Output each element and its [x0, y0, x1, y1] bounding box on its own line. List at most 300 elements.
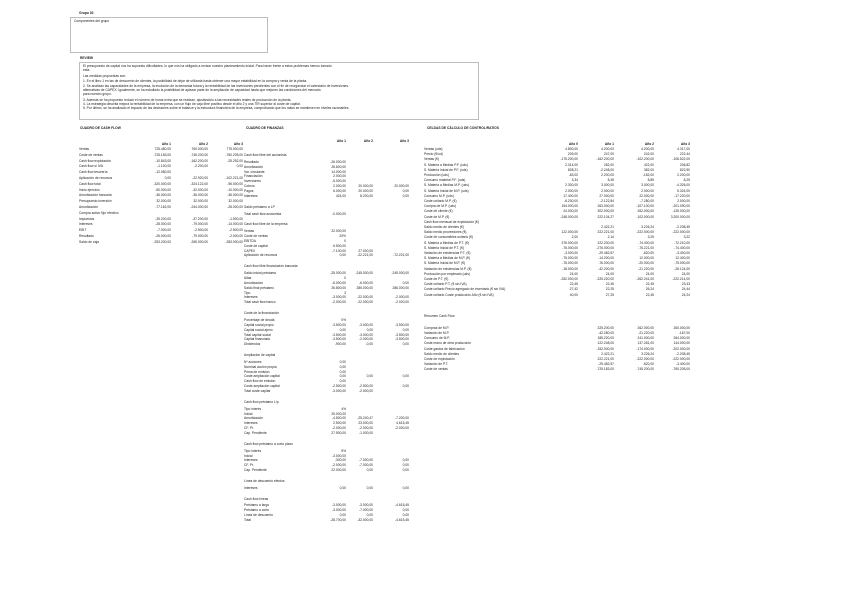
- cell-value: -50.000,00: [155, 187, 171, 192]
- cell-value: -3.500,00: [395, 322, 409, 327]
- cell-value: 2.200,00: [677, 173, 690, 177]
- row-label: Intereses: [244, 295, 258, 300]
- table-row: [244, 412, 422, 416]
- table-row: [424, 267, 700, 271]
- cell-value: 0,00: [366, 327, 373, 332]
- cell-value: 137.281,00: [637, 341, 654, 346]
- cell-value: 0,00: [402, 463, 409, 468]
- cell-value: 20.000,00: [358, 188, 373, 193]
- header-row: [79, 142, 244, 146]
- cell-value: -83,00: [568, 173, 578, 177]
- table-row: [244, 468, 422, 472]
- row-label: S. Materia Inicial de M.P. (€): [424, 261, 466, 266]
- table-row: [244, 407, 422, 411]
- table-row: [244, 454, 422, 458]
- table-row: [244, 370, 422, 374]
- cell-value: -175.200,00: [560, 157, 578, 162]
- review-box: [79, 62, 479, 120]
- table-row: [244, 342, 422, 346]
- cell-value: -222.000,00: [636, 230, 654, 235]
- table-row: [424, 230, 700, 234]
- cell-value: -22.000,00: [357, 295, 373, 300]
- cell-value: 20.000,00: [358, 184, 373, 189]
- table-row: [244, 160, 422, 164]
- cell-value: -36.000,00: [192, 193, 208, 198]
- table-row: [79, 205, 244, 209]
- row-label: Var. circulante: [244, 169, 265, 174]
- row-label: Amortización: [244, 280, 264, 285]
- cell-value: 264.000,00: [673, 336, 690, 341]
- cell-value: 22,45: [605, 282, 614, 287]
- cell-value: -152.000,00: [596, 346, 614, 351]
- row-label: Porcentaje de deuda: [244, 317, 275, 322]
- cell-value: 302.000,00: [597, 209, 614, 214]
- row-label: Coste de ventas: [244, 234, 268, 239]
- review-text: [83, 64, 475, 111]
- cell-value: -2.000,00: [395, 426, 409, 431]
- cell-value: -26.000,00: [227, 205, 243, 209]
- table-row: [244, 281, 422, 285]
- cell-value: 2.000,00: [565, 188, 578, 193]
- row-label: Cash flow de emisión: [244, 379, 276, 384]
- cell-value: -22.920,00: [192, 176, 208, 180]
- review-line: 3. Además se ha propuesto reducir el número de horas extra que se realizan, ajustándolo a las necesidades reales de producción de la planta.: [83, 97, 292, 102]
- row-label: S. Materia Inicial de M.P. (uds): [424, 188, 469, 193]
- table-row: [424, 336, 700, 340]
- table-row: [424, 282, 700, 286]
- review-title: REVIEW: [80, 56, 94, 60]
- section-title: Línea de descuento efectos: [244, 478, 285, 483]
- cell-value: -7.000,00: [359, 463, 373, 468]
- cell-value: -10.000,00: [227, 187, 243, 192]
- cell-value: 24,44: [681, 287, 690, 292]
- cell-value: -22.221,00: [357, 253, 373, 258]
- row-label: Amortización: [244, 416, 264, 421]
- cell-value: -4.326,00: [676, 183, 690, 188]
- cell-value: -76.000,00: [598, 261, 614, 266]
- cell-value: 22.000,00: [331, 229, 346, 234]
- table-row: [424, 277, 700, 281]
- row-label: Saldo medio de clientes (€): [424, 225, 464, 229]
- table-row: [244, 360, 422, 364]
- row-label: Coste mano de obra producción: [424, 341, 471, 346]
- cell-value: 0,00: [402, 384, 409, 389]
- cell-value: -222.000,00: [636, 357, 654, 361]
- cell-value: 2.500,00: [333, 421, 346, 426]
- cell-value: 8,25: [683, 178, 690, 183]
- cell-value: 2.300,00: [565, 183, 578, 188]
- cell-value: Año 2: [363, 139, 373, 143]
- cell-value: -76.000,00: [562, 261, 578, 266]
- cell-value: -29.482,57: [598, 362, 614, 367]
- row-label: Cash flow tesorería: [79, 170, 108, 175]
- cell-value: -2.200,00: [194, 164, 208, 169]
- cell-value: 4.200,00: [641, 147, 654, 151]
- cell-value: 26.800,00: [331, 285, 346, 290]
- cell-value: -3.500,00: [395, 332, 409, 337]
- finance-title: CUADRO DE FINANZAS: [246, 126, 284, 130]
- cell-value: -3.000,00: [564, 251, 578, 255]
- cell-value: 185.220,00: [597, 336, 614, 341]
- cell-value: 0,00: [339, 374, 346, 379]
- cell-value: 0,00: [366, 468, 373, 473]
- section-title: Cash flow préstamo L/p: [244, 399, 279, 404]
- cell-value: -620,00: [642, 251, 654, 255]
- cell-value: 2.422,21: [601, 225, 614, 229]
- cell-value: 32.000,00: [228, 199, 243, 204]
- cell-value: -248.000,00: [560, 214, 578, 219]
- table-row: [244, 328, 422, 332]
- row-label: Capital social ajeno: [244, 327, 273, 332]
- cell-value: -725.183,00: [596, 367, 614, 372]
- row-label: Cash flow s/ IVA: [79, 164, 103, 169]
- cell-value: 0,00: [402, 513, 409, 518]
- row-label: Coste ampliación capital: [244, 374, 280, 379]
- cell-value: -2.000,00: [359, 337, 373, 342]
- row-label: Inversiones: [244, 179, 261, 184]
- cell-value: 0,00: [339, 513, 346, 518]
- table-row: [244, 184, 422, 188]
- cell-value: -3.500,00: [332, 337, 346, 342]
- cell-value: -2.000,00: [332, 426, 346, 431]
- cell-value: -245.000,00: [355, 271, 373, 276]
- cell-value: -28.700,00: [330, 518, 346, 522]
- table-row: [79, 159, 244, 163]
- cell-value: -14.000,00: [227, 222, 243, 227]
- row-label: Ventas (uds): [424, 147, 443, 151]
- cell-value: 0,00: [402, 193, 409, 198]
- row-label: Línea de descuento: [244, 513, 273, 518]
- cell-value: -17.220,00: [674, 193, 690, 198]
- table-row: [79, 170, 244, 174]
- cell-value: 209,00: [567, 152, 578, 157]
- cell-value: -26.124,00: [674, 266, 690, 271]
- cell-value: 242,00: [643, 152, 654, 157]
- cell-value: -22.000,00: [357, 300, 373, 305]
- cell-value: 2.200,00: [601, 173, 614, 177]
- cell-value: 0,00: [402, 468, 409, 473]
- cell-value: -18.000,00: [562, 266, 578, 271]
- cell-value: -7.000,00: [359, 508, 373, 513]
- cell-value: -20.000,00: [638, 261, 654, 266]
- cell-value: -37.200,00: [192, 216, 208, 221]
- cell-value: 122.000,00: [561, 230, 578, 235]
- cell-value: -7.100,00: [332, 248, 346, 253]
- cell-value: 20%: [339, 234, 346, 239]
- cell-value: 22,45: [645, 292, 654, 297]
- table-row: [424, 357, 700, 361]
- table-row: [79, 211, 244, 215]
- cell-value: -74.400,00: [674, 245, 690, 250]
- table-row: [244, 384, 422, 388]
- cell-value: 0: [344, 276, 346, 280]
- table-row: [424, 287, 700, 291]
- table-row: [424, 225, 700, 229]
- cell-value: 17.400,00: [563, 193, 578, 198]
- table-row: [424, 261, 700, 265]
- table-row: [244, 416, 422, 420]
- cell-value: 4.200,00: [601, 147, 614, 151]
- cell-value: 4.317,00: [677, 147, 690, 151]
- cell-value: -32.000,00: [357, 518, 373, 522]
- cell-value: Año 3: [233, 142, 243, 146]
- cell-value: -201.090,00: [672, 204, 690, 209]
- row-label: Intereses: [244, 421, 258, 426]
- row-label: Coste unitario M.P. (€): [424, 199, 457, 203]
- cell-value: 247,00: [603, 152, 614, 157]
- cell-value: -265.000,00: [190, 239, 208, 244]
- cell-value: -106.522,00: [672, 157, 690, 162]
- cell-value: -102.000,00: [636, 214, 654, 219]
- table-row: [424, 326, 700, 330]
- table-row: [424, 241, 700, 245]
- cell-value: 2,00: [571, 235, 578, 240]
- row-label: Total cash flow accionista: [244, 211, 282, 216]
- cell-value: -107.100,00: [636, 204, 654, 209]
- row-label: Amortización: [244, 164, 264, 169]
- row-label: Amortización: [79, 205, 99, 209]
- table-row: [244, 337, 422, 341]
- table-row: [244, 333, 422, 337]
- review-line: esta.: [83, 68, 91, 73]
- cell-value: -77.162,00: [155, 205, 171, 209]
- table-row: [244, 234, 422, 238]
- row-label: Variación de existencias P.T. (€): [424, 251, 471, 255]
- row-label: Coste de ventas: [79, 152, 103, 157]
- cell-value: -2.500,00: [332, 384, 346, 389]
- cell-value: -2.208,45: [676, 225, 690, 229]
- cell-value: 0,00: [236, 164, 243, 169]
- row-label: Producción (uds): [424, 173, 449, 177]
- section-title: Cash flow libre financiación bancaria: [244, 264, 298, 269]
- section-title: Ampliación de capital: [244, 353, 276, 358]
- cell-value: 5%: [341, 448, 346, 453]
- table-row: [79, 176, 244, 180]
- cell-value: 725.480,00: [154, 147, 171, 151]
- cell-value: 222.221,00: [597, 230, 614, 235]
- row-label: Capital financiado: [244, 337, 271, 342]
- cell-value: -2.122,84: [600, 199, 614, 203]
- cell-value: -29.482,57: [598, 251, 614, 255]
- cell-value: Año 0: [568, 142, 578, 146]
- cell-value: Año 2: [644, 142, 654, 146]
- cell-value: 260.000,00: [673, 325, 690, 330]
- cell-value: -14.200,00: [598, 256, 614, 261]
- cell-value: -2.500,00: [359, 384, 373, 389]
- section-title: Saldo préstamo a LP: [244, 204, 275, 209]
- cell-value: 0,00: [339, 327, 346, 332]
- cell-value: -162.200,00: [190, 158, 208, 163]
- table-row: [244, 295, 422, 299]
- cell-value: -283.000,00: [225, 239, 243, 244]
- table-row: [244, 323, 422, 327]
- row-label: Aplicación de recursos: [244, 253, 278, 258]
- row-label: Ventas (€): [424, 157, 440, 162]
- cell-value: -2.000,00: [332, 300, 346, 305]
- cell-value: 32.000,00: [156, 199, 171, 204]
- table-row: [424, 173, 700, 177]
- table-row: [424, 215, 700, 219]
- cell-value: -3.000,00: [332, 295, 346, 300]
- cell-value: -2.000,00: [332, 463, 346, 468]
- cell-value: -76.000,00: [562, 245, 578, 250]
- group-members-box: [70, 17, 268, 53]
- row-label: Intereses: [79, 222, 93, 227]
- cell-value: 0,00: [339, 253, 346, 258]
- cell-value: -745.200,00: [636, 367, 654, 372]
- cell-value: -276.000,00: [596, 245, 614, 250]
- cell-value: -25.252,00: [227, 158, 243, 163]
- table-row: [424, 251, 700, 255]
- row-label: S. Materia a Medias de M.P. (€): [424, 256, 471, 261]
- row-label: Producción por empleado (uds): [424, 271, 470, 276]
- row-label: Aplicación de recursos: [79, 176, 113, 180]
- row-label: Presupuesto inversión: [79, 199, 112, 204]
- cell-value: -6.200,00: [564, 199, 578, 203]
- cell-value: 222,44: [679, 152, 690, 157]
- table-row: [244, 179, 422, 183]
- table-row: [244, 253, 422, 257]
- cell-value: -3.000,00: [332, 453, 346, 458]
- row-label: S. Materia a Medias de P.T. (€): [424, 240, 470, 245]
- row-label: Dividendos: [244, 342, 261, 347]
- cell-value: 822,50: [679, 167, 690, 172]
- cell-value: -252.000,00: [560, 277, 578, 281]
- table-row: [424, 256, 700, 260]
- cell-value: -244.000,00: [190, 205, 208, 209]
- cell-value: 0%: [341, 317, 346, 322]
- cell-value: 0,00: [339, 379, 346, 384]
- cell-value: -162.200,00: [596, 157, 614, 162]
- cell-value: -7.000,00: [157, 228, 171, 233]
- table-row: [244, 503, 422, 507]
- row-label: Coste de cliente (€): [424, 209, 453, 214]
- table-row: [424, 199, 700, 203]
- cell-value: -245.000,00: [391, 271, 409, 276]
- cell-value: -620,00: [642, 362, 654, 367]
- cell-value: 0,00: [402, 342, 409, 347]
- row-label: Pagos: [244, 188, 254, 193]
- cell-value: -253.200,00: [153, 239, 171, 244]
- row-label: Saldo inicial préstamo: [244, 271, 277, 276]
- cell-value: 3.000,00: [601, 183, 614, 188]
- cell-value: -3.000,00: [332, 503, 346, 508]
- review-line: alternativas de CAPEX. Igualmente, se ha estudiado la posibilidad de aplazar parte de la ampliación de capacidad hasta que mejoren las condiciones del mercado.: [83, 87, 322, 92]
- cell-value: 0,00: [339, 369, 346, 374]
- section-title: Cash flow líneas: [244, 496, 269, 501]
- row-label: Consumo material P.F. (uds): [424, 178, 466, 183]
- cell-value: 2.000,00: [333, 184, 346, 189]
- row-label: Coste de P.T. (€): [424, 277, 449, 281]
- row-label: Intereses: [244, 485, 258, 490]
- cell-value: -7.000,00: [359, 458, 373, 463]
- cell-value: Año 1: [336, 139, 346, 143]
- cell-value: 262.000,00: [637, 209, 654, 214]
- cell-value: -2.000,00: [395, 295, 409, 300]
- table-row: [424, 178, 700, 182]
- row-label: S. Materia Inicial de P.F. (uds): [424, 167, 468, 172]
- row-label: Variación de P.T.: [424, 362, 449, 367]
- table-row: [244, 365, 422, 369]
- cell-value: 5.324,00: [677, 188, 690, 193]
- table-row: [244, 276, 422, 280]
- table-row: [244, 486, 422, 490]
- row-label: Precio (€/ud): [424, 152, 443, 157]
- review-line: para nuestro grupo.: [83, 92, 112, 97]
- cell-value: -3.000,00: [332, 389, 346, 393]
- cell-value: 2.314,00: [565, 162, 578, 167]
- cell-value: 0,00: [339, 364, 346, 369]
- cell-value: Año 1: [604, 142, 614, 146]
- row-label: Cap. Pendiente: [244, 468, 267, 473]
- cell-value: -3.000,00: [359, 322, 373, 327]
- cell-value: 22.000,00: [331, 468, 346, 473]
- row-label: Coste de M.P. (€): [424, 214, 450, 219]
- review-line: 5. Por último, se ha analizado el impacto de las decisiones sobre el balance y la estructura financiera de la empresa, comprobando que los ratios se mantienen en niveles razonables.: [83, 106, 350, 111]
- cell-value: -21.220,00: [638, 331, 654, 335]
- cell-value: -25.000,00: [330, 271, 346, 276]
- row-label: Total coste capital: [244, 389, 271, 393]
- cell-value: 3,25: [647, 235, 654, 240]
- table-row: [244, 244, 422, 248]
- row-label: Coste unitario Precio agregado de inventario (€ sin IVA): [424, 287, 506, 292]
- row-label: Consumo M.P. (uds): [424, 193, 454, 198]
- cell-value: -760.205,00: [672, 367, 690, 372]
- table-row: [79, 228, 244, 232]
- row-label: Tipo interés: [244, 406, 262, 411]
- cell-value: 0,00: [339, 359, 346, 364]
- row-label: Saldo final préstamo: [244, 285, 275, 290]
- cell-value: 285.000,00: [356, 285, 373, 290]
- header-row: [424, 142, 700, 146]
- cell-value: -0.000,00: [332, 211, 346, 216]
- row-label: Amortización bancaria: [79, 193, 112, 198]
- table-row: [244, 426, 422, 430]
- table-row: [79, 147, 244, 151]
- cell-value: -202.000,00: [672, 346, 690, 351]
- row-label: Total capital social: [244, 332, 271, 337]
- cell-value: -725.183,00: [153, 152, 171, 157]
- row-label: Préstamo a largo: [244, 503, 270, 508]
- row-label: Variación de M.P.: [424, 331, 450, 335]
- table-row: [244, 291, 422, 295]
- cell-value: -2.248,00: [600, 167, 614, 172]
- finance-table: [244, 139, 422, 594]
- table-row: [244, 194, 422, 198]
- cell-value: 424,00: [335, 193, 346, 198]
- cell-value: 27.000,00: [358, 248, 373, 253]
- table-row: [424, 352, 700, 356]
- table-row: [244, 165, 422, 169]
- cell-value: 20.000,00: [394, 184, 409, 189]
- cell-value: 26,24: [645, 287, 654, 292]
- row-label: Cap. Pendiente: [244, 430, 267, 435]
- cell-value: -25.240,47: [357, 416, 373, 421]
- table-row: [79, 217, 244, 221]
- table-row: [244, 174, 422, 178]
- cell-value: 27,42: [569, 287, 578, 292]
- table-row: [244, 229, 422, 233]
- cell-value: 24.000,00: [563, 209, 578, 214]
- row-label: Consumo de M.P.: [424, 336, 450, 341]
- cell-value: 3.000,00: [641, 183, 654, 188]
- cell-value: -3.500,00: [332, 332, 346, 337]
- row-label: Nº acciones: [244, 359, 262, 364]
- cell-value: 222.221,00: [597, 357, 614, 361]
- row-label: Coste de ventas: [424, 367, 448, 372]
- cell-value: 28.600,00: [331, 164, 346, 169]
- cell-value: 22,25: [605, 287, 614, 292]
